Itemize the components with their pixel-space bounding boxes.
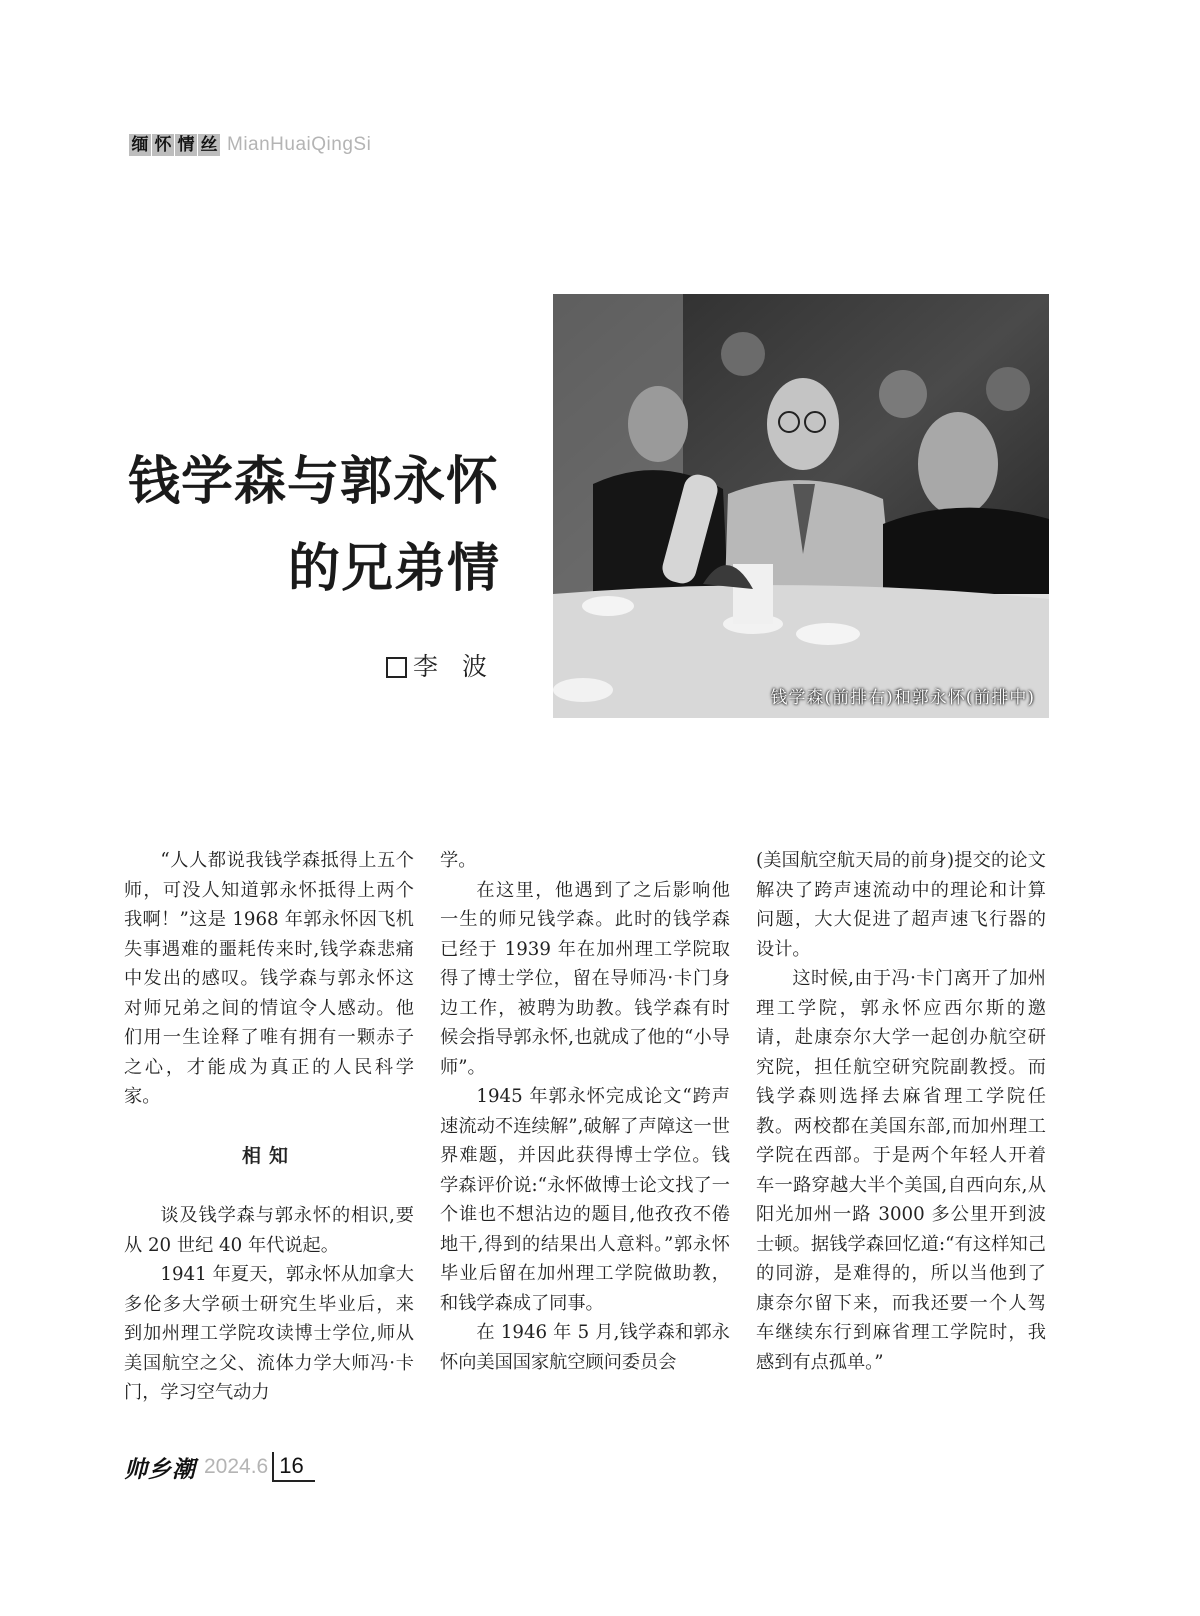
page-number: 16 bbox=[272, 1452, 315, 1482]
photo-illustration bbox=[553, 294, 1049, 718]
section-title-en: MianHuaiQingSi bbox=[227, 134, 372, 155]
paragraph: (美国航空航天局的前身)提交的论文解决了跨声速流动中的理论和计算问题，大大促进了超声速飞行器的设计。 bbox=[756, 850, 1046, 960]
paragraph: 在 1946 年 5 月,钱学森和郭永怀向美国国家航空顾问委员会 bbox=[440, 1322, 730, 1373]
paragraph: 1941 年夏天，郭永怀从加拿大多伦多大学硕士研究生毕业后，来到加州理工学院攻读博士学位,师从美国航空之父、流体力学大师冯·卡门，学习空气动力 bbox=[124, 1264, 414, 1403]
paragraph: 学。 bbox=[440, 850, 477, 871]
article-title-line1: 钱学森与郭永怀 bbox=[128, 452, 500, 512]
paragraph: 在这里，他遇到了之后影响他一生的师兄钱学森。此时的钱学森已经于 1939 年在加州理工学院取得了博士学位，留在导师冯·卡门身边工作，被聘为助教。钱学森有时候会指导郭永怀,也就成了他的“小导师”。 bbox=[440, 879, 730, 1078]
text-column-2 bbox=[440, 846, 730, 1377]
author-name: 李 波 bbox=[413, 652, 495, 681]
paragraph: 谈及钱学森与郭永怀的相识,要从 20 世纪 40 年代说起。 bbox=[124, 1205, 414, 1256]
photo-caption: 钱学森(前排右)和郭永怀(前排中) bbox=[770, 688, 1035, 708]
paragraph: 1945 年郭永怀完成论文“跨声速流动不连续解”,破解了声障这一世界难题，并因此获得博士学位。钱学森评价说:“永怀做博士论文找了一个谁也不想沾边的题目,他孜孜不倦地干,得到的结果出人意料。”郭永怀毕业后留在加州理工学院做助教，和钱学森成了同事。 bbox=[440, 1086, 730, 1314]
magazine-name: 帅乡潮 bbox=[124, 1455, 196, 1483]
article-photo bbox=[553, 294, 1049, 718]
paragraph: 这时候,由于冯·卡门离开了加州理工学院，郭永怀应西尔斯的邀请，赴康奈尔大学一起创办航空研究院，担任航空研究院副教授。而钱学森则选择去麻省理工学院任教。两校都在美国东部,而加州理工学院在西部。于是两个年轻人开着车一路穿越大半个美国,自西向东,从阳光加州一路 3000 多公里开到波士顿。据钱学森回忆道:“有这样知己的同游，是难得的，所以当他到了康奈尔留下来，而我还要一个人驾车继续东行到麻省理工学院时，我感到有点孤单。” bbox=[756, 968, 1046, 1373]
text-column-3 bbox=[756, 846, 1046, 1377]
section-char: 情 bbox=[175, 134, 197, 156]
section-char: 怀 bbox=[152, 134, 174, 156]
section-title-cn bbox=[129, 134, 221, 156]
page-footer bbox=[124, 1452, 315, 1482]
section-char: 缅 bbox=[129, 134, 151, 156]
author-byline bbox=[386, 652, 495, 682]
section-subheading: 相知 bbox=[241, 1144, 296, 1167]
byline-box-icon bbox=[386, 657, 407, 678]
text-column-1 bbox=[124, 846, 414, 1408]
section-label bbox=[129, 133, 371, 157]
paragraph: “人人都说我钱学森抵得上五个师，可没人知道郭永怀抵得上两个我啊！”这是 1968 年郭永怀因飞机失事遇难的噩耗传来时,钱学森悲痛中发出的感叹。钱学森与郭永怀这对师兄弟之间的情谊令人感动。他们用一生诠释了唯有拥有一颗赤子之心，才能成为真正的人民科学家。 bbox=[124, 850, 414, 1107]
issue-date: 2024.6 bbox=[204, 1455, 269, 1478]
article-title-line2: 的兄弟情 bbox=[288, 539, 501, 599]
section-char: 丝 bbox=[198, 134, 220, 156]
